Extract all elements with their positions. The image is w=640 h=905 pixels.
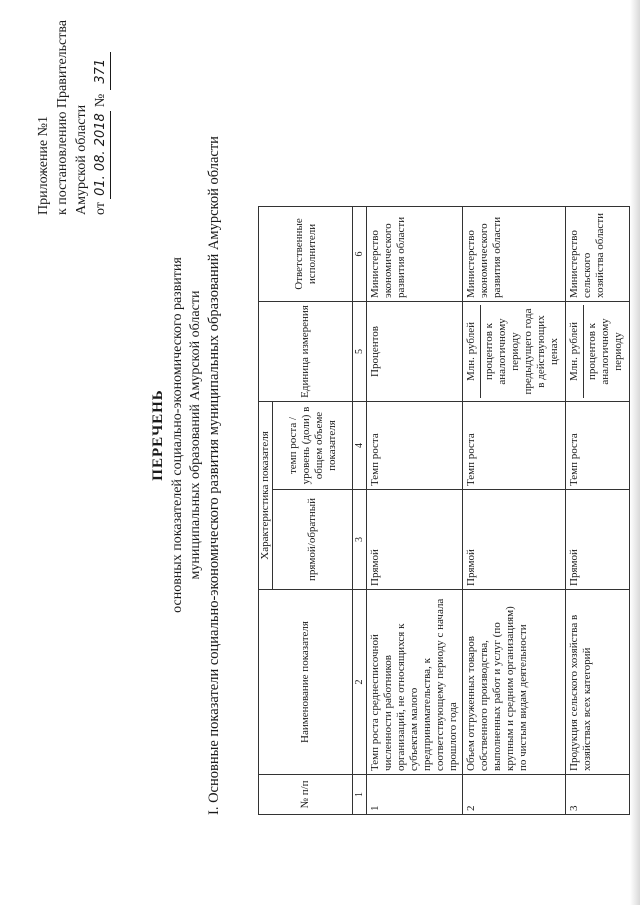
row-direction: Прямой bbox=[463, 490, 566, 590]
row-name: Продукция сельского хозяйства в хозяйствах всех категорий bbox=[566, 590, 630, 775]
row-unit: Процентов bbox=[367, 302, 463, 402]
column-number: 1 bbox=[353, 775, 367, 815]
header-name: Наименование показателя bbox=[259, 590, 353, 775]
header-direction: прямой/обратный bbox=[273, 490, 353, 590]
header-rate: темп роста / уровень (доли) в общем объеме показателя bbox=[273, 402, 353, 490]
document-title: ПЕРЕЧЕНЬ bbox=[150, 389, 166, 481]
row-unit: Млн. рублей bbox=[568, 322, 580, 381]
row-responsible: Министерство экономического развития области bbox=[367, 207, 463, 302]
header-num: № п/п bbox=[259, 775, 353, 815]
row-rate: Темп роста bbox=[367, 402, 463, 490]
row-responsible: Министерство экономического развития области bbox=[463, 207, 566, 302]
column-number: 6 bbox=[353, 207, 367, 302]
row-unit: Млн. рублей bbox=[465, 322, 477, 381]
row-direction: Прямой bbox=[367, 490, 463, 590]
row-name: Темп роста среднесписочной численности работников организаций, не относящихся к субъектам малого предпринимательства, к соответствующему периоду с начала прошлого года bbox=[367, 590, 463, 775]
header-responsible: Ответственные исполнители bbox=[259, 207, 353, 302]
appendix-date-line bbox=[91, 20, 111, 215]
row-unit: процентов к аналогичному периоду bbox=[584, 305, 628, 398]
row-num: 2 bbox=[463, 775, 566, 815]
row-rate: Темп роста bbox=[566, 402, 630, 490]
section-heading: I. Основные показатели социально-экономического развития муниципальных образований Амурской области bbox=[206, 136, 222, 815]
column-number: 4 bbox=[353, 402, 367, 490]
row-unit-cell bbox=[463, 302, 566, 402]
indicators-table bbox=[258, 206, 630, 815]
row-unit: процентов к аналогичному периоду предыдущего года в действующих ценах bbox=[481, 305, 564, 398]
row-direction: Прямой bbox=[566, 490, 630, 590]
header-characteristic: Характеристика показателя bbox=[259, 402, 273, 590]
appendix-line-2: к постановлению Правительства bbox=[55, 19, 70, 215]
appendix-block bbox=[34, 20, 111, 215]
unit-subtable bbox=[568, 305, 627, 398]
appendix-line-3: Амурской области bbox=[74, 104, 89, 215]
table-row bbox=[367, 207, 463, 815]
header-unit: Единица измерения bbox=[259, 302, 353, 402]
column-number: 2 bbox=[353, 590, 367, 775]
table-row bbox=[463, 207, 566, 815]
number-value: 371 bbox=[91, 52, 111, 90]
column-number: 3 bbox=[353, 490, 367, 590]
row-num: 3 bbox=[566, 775, 630, 815]
column-number: 5 bbox=[353, 302, 367, 402]
number-prefix: № bbox=[93, 93, 108, 108]
appendix-line-1: Приложение №1 bbox=[36, 116, 51, 215]
table-row bbox=[566, 207, 630, 815]
row-name: Объем отгруженных товаров собственного производства, выполненных работ и услуг (по крупным и средним организациям) по чистым видам деятельности bbox=[463, 590, 566, 775]
row-rate: Темп роста bbox=[463, 402, 566, 490]
row-responsible: Министерство сельского хозяйства области bbox=[566, 207, 630, 302]
row-num: 1 bbox=[367, 775, 463, 815]
row-unit-cell bbox=[566, 302, 630, 402]
document-subtitle-2: муниципальных образований Амурской области bbox=[188, 290, 203, 580]
date-prefix: от bbox=[93, 202, 108, 215]
unit-subtable bbox=[465, 305, 563, 398]
document-subtitle-1: основных показателей социально-экономического развития bbox=[170, 257, 185, 613]
date-value: 01. 08. 2018 bbox=[91, 111, 111, 199]
